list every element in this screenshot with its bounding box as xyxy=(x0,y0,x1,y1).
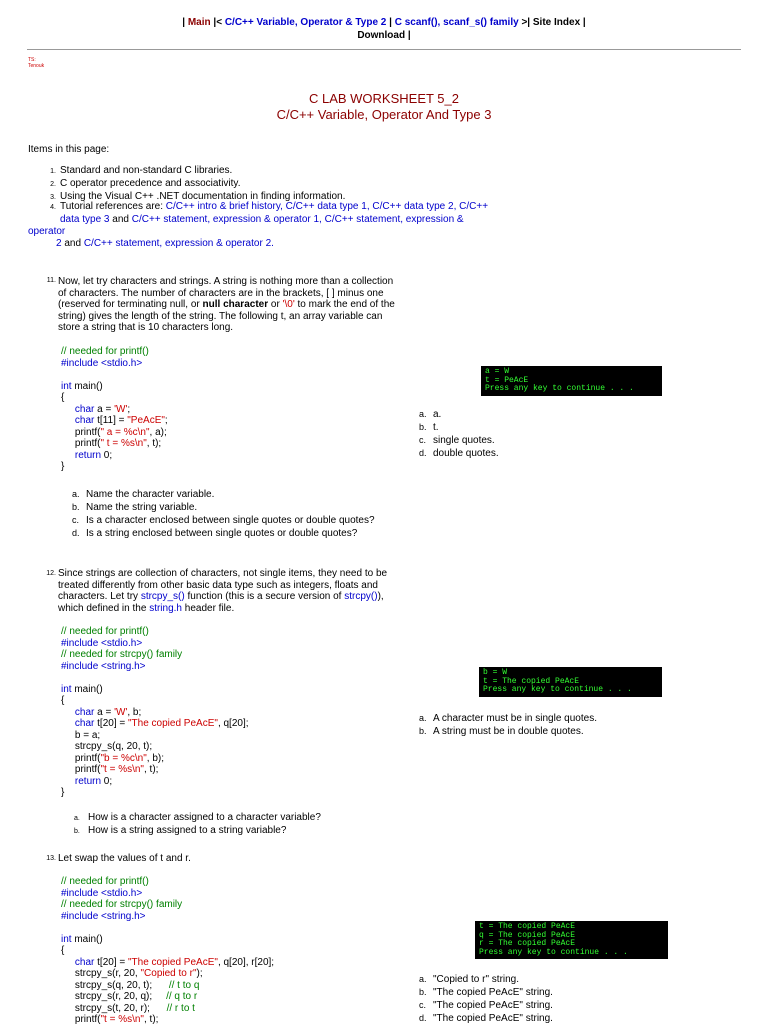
question-item xyxy=(72,501,375,514)
answer-letter: b. xyxy=(419,422,427,432)
answer-text: "The copied PeAcE" string. xyxy=(433,1000,553,1011)
list-text: Using the Visual C++ .NET documentation in finding information. xyxy=(60,191,346,202)
console-line: r = The copied PeAcE xyxy=(479,939,576,948)
code-text: strcpy_s(t, 20, r); xyxy=(74,1002,150,1014)
nav-separator: | xyxy=(407,30,411,41)
q11-text: Now, let try characters and strings. A string is nothing more than a collection of characters. The number of characters are in the brackets, [ ] minus one (reserved for terminating null, or xyxy=(58,276,394,310)
answer-text: "Copied to r" string. xyxy=(433,974,520,985)
code-string: 'W' xyxy=(114,706,128,718)
code-text: printf( xyxy=(74,438,101,449)
q11-text: to mark the end of the string) gives the length of the string. The following t, an array variable can store a string that is 10 characters long. xyxy=(58,299,395,333)
nav-prev-prefix: |< xyxy=(213,17,223,28)
console-line: q = The copied PeAcE xyxy=(479,930,576,940)
code-keyword: char xyxy=(74,706,95,718)
q11-questions xyxy=(72,488,375,540)
q11-null-char: '\0' xyxy=(282,299,295,310)
nav-separator: | xyxy=(182,17,186,28)
tutorial-references xyxy=(28,201,498,250)
code-text: { xyxy=(61,392,65,403)
console-line: t = The copied PeAcE xyxy=(479,922,576,931)
console-line: Press any key to continue . . . xyxy=(485,384,634,393)
answer-item xyxy=(419,434,499,447)
code-string: "b = %c\n" xyxy=(100,752,147,764)
code-keyword: return xyxy=(74,449,102,461)
code-include: #include <string.h> xyxy=(61,660,146,672)
q12-questions xyxy=(74,812,321,838)
code-text: b = a; xyxy=(74,729,101,741)
question-text: Is a character enclosed between single quotes or double quotes? xyxy=(86,515,375,526)
nav-next-link[interactable]: C scanf(), scanf_s() family xyxy=(394,17,519,28)
question-letter: a. xyxy=(72,489,80,499)
items-list xyxy=(28,165,508,204)
console-line: Press any key to continue . . . xyxy=(483,685,632,694)
nav-download-link[interactable]: Download xyxy=(357,30,406,41)
code-string: "t = %s\n" xyxy=(100,1014,144,1025)
code-text: { xyxy=(61,945,65,956)
ref-link-data-type-3-b[interactable]: data type 3 xyxy=(60,214,110,225)
question-letter: c. xyxy=(72,515,80,525)
answer-item xyxy=(419,725,597,738)
code-text: , t); xyxy=(143,1014,159,1025)
author-tag-line: Tenouk xyxy=(28,63,45,69)
question-letter: a. xyxy=(74,815,80,822)
list-text: C operator precedence and associativity. xyxy=(60,178,241,189)
top-navigation xyxy=(0,16,768,42)
answer-item xyxy=(419,999,553,1012)
answer-letter: b. xyxy=(419,987,427,997)
answer-text: "The copied PeAcE" string. xyxy=(433,987,553,998)
q12-answers xyxy=(419,712,597,738)
answer-letter: c. xyxy=(419,1000,427,1010)
code-keyword: return xyxy=(74,775,102,787)
strcpy-link[interactable]: strcpy() xyxy=(344,591,378,602)
question-text: How is a string assigned to a string variable? xyxy=(88,825,287,836)
code-text: , b); xyxy=(146,752,164,764)
question-letter: b. xyxy=(72,502,80,512)
code-text: printf( xyxy=(74,426,101,438)
code-text: strcpy_s(q, 20, t); xyxy=(74,741,153,752)
code-text: { xyxy=(61,695,65,706)
ref-link-statement-b[interactable]: 2 xyxy=(56,238,62,249)
code-comment: // q to r xyxy=(166,991,198,1002)
answer-letter: a. xyxy=(419,713,427,723)
answer-item xyxy=(419,447,499,460)
top-divider xyxy=(27,49,741,50)
list-number: 3. xyxy=(50,194,56,201)
code-text: 0; xyxy=(101,449,113,461)
answer-item xyxy=(419,408,499,421)
answer-text: double quotes. xyxy=(433,448,499,459)
code-include: #include <stdio.h> xyxy=(61,637,143,649)
answer-letter: c. xyxy=(419,435,427,445)
answer-text: A character must be in single quotes. xyxy=(433,713,597,724)
question-text: Is a string enclosed between single quotes or double quotes? xyxy=(86,528,358,539)
question-item xyxy=(74,812,321,825)
console-line: a = W xyxy=(485,367,510,376)
question-text: Name the string variable. xyxy=(86,502,198,513)
nav-next-suffix: >| xyxy=(521,17,531,28)
question-item xyxy=(74,825,321,838)
code-text: , b; xyxy=(127,706,142,718)
code-text: strcpy_s(r, 20, q); xyxy=(74,991,153,1002)
answer-text: t. xyxy=(433,422,439,433)
answer-item xyxy=(419,1012,553,1025)
q12-paragraph xyxy=(58,568,388,614)
answer-item xyxy=(419,986,553,999)
q11-answers xyxy=(419,408,499,460)
code-string: "PeAcE" xyxy=(127,415,165,426)
code-text: printf( xyxy=(74,764,101,775)
code-keyword: int xyxy=(61,380,72,392)
q11-code-block xyxy=(61,346,168,473)
author-tag xyxy=(28,57,44,69)
code-keyword: int xyxy=(61,933,72,945)
code-string: 'W' xyxy=(114,403,128,415)
console-line: t = The copied PeAcE xyxy=(483,676,580,686)
code-text: , q[20], r[20]; xyxy=(217,956,275,968)
items-heading: Items in this page: xyxy=(28,144,110,155)
code-comment: // needed for strcpy() family xyxy=(61,899,183,910)
code-text: strcpy_s(r, 20, xyxy=(74,968,141,979)
answer-item xyxy=(419,973,553,986)
question-number: 13. xyxy=(46,855,56,862)
code-comment: // r to t xyxy=(166,1002,195,1014)
code-text: t[11] = xyxy=(94,415,128,426)
question-number: 11. xyxy=(46,277,56,284)
console-line: Press any key to continue . . . xyxy=(479,947,628,957)
question-letter: d. xyxy=(72,528,80,538)
ref-link-data-type-1[interactable]: C/C++ data type 1, xyxy=(285,201,370,212)
question-text: Name the character variable. xyxy=(86,489,215,500)
answer-item xyxy=(419,421,499,434)
console-line: t = PeAcE xyxy=(485,375,529,385)
and-text: and xyxy=(112,214,129,225)
ref-link-statement-2[interactable]: C/C++ statement, expression & operator 2. xyxy=(83,238,274,249)
q12-text: function (this is a secure version of xyxy=(187,591,342,602)
code-text: main() xyxy=(71,933,103,945)
code-text: printf( xyxy=(74,1014,101,1025)
code-text: 0; xyxy=(101,775,113,787)
code-keyword: char xyxy=(74,403,95,415)
code-text: t[20] = xyxy=(94,718,128,729)
q12-text: ), which defined in the xyxy=(58,591,384,614)
q12-console-output xyxy=(479,667,662,697)
q13-answers xyxy=(419,973,553,1025)
list-item xyxy=(28,178,508,191)
code-keyword: char xyxy=(74,956,95,968)
code-text: } xyxy=(61,461,65,472)
answer-text: "The copied PeAcE" string. xyxy=(433,1013,553,1024)
nav-site-index-link[interactable]: Site Index xyxy=(532,17,581,28)
nav-prev-link[interactable]: C/C++ Variable, Operator & Type 2 xyxy=(224,17,387,28)
q11-bold-term: null character xyxy=(202,299,269,310)
ref-link-data-type-2[interactable]: C/C++ data type 2, xyxy=(372,201,457,212)
question-text: How is a character assigned to a character variable? xyxy=(88,812,321,823)
list-number: 1. xyxy=(50,168,56,175)
nav-separator: | xyxy=(389,17,392,28)
code-text: ; xyxy=(164,415,168,426)
string-h-link[interactable]: string.h xyxy=(149,602,182,614)
page-subtitle: C/C++ Variable, Operator And Type 3 xyxy=(276,107,492,122)
code-text: ); xyxy=(196,968,203,979)
references-prefix: Tutorial references are: xyxy=(60,201,164,212)
and-text: and xyxy=(64,238,82,249)
ref-link-statement-a[interactable]: C/C++ statement, expression & operator xyxy=(28,214,464,237)
answer-item xyxy=(419,712,597,725)
nav-separator: | xyxy=(582,17,586,28)
page-title: C LAB WORKSHEET 5_2 xyxy=(308,91,460,106)
code-text: , q[20]; xyxy=(217,718,249,729)
question-item xyxy=(72,488,375,501)
q11-text: or xyxy=(270,299,280,310)
code-text: , a); xyxy=(149,426,167,438)
answer-letter: a. xyxy=(419,409,427,419)
code-text: a = xyxy=(94,403,115,415)
code-string: "t = %s\n" xyxy=(100,764,144,775)
code-keyword: int xyxy=(61,683,72,695)
q12-text: Since strings are collection of characters, not single items, they need to be treated differently from other basic data type such as integers, floats and characters. Let try xyxy=(58,568,388,602)
answer-text: a. xyxy=(433,409,442,420)
code-text: main() xyxy=(71,380,103,392)
code-include: #include <string.h> xyxy=(61,910,146,922)
list-number: 2. xyxy=(50,181,56,188)
question-number: 12. xyxy=(46,570,56,577)
q12-code-block xyxy=(61,626,249,799)
nav-main-link[interactable]: Main xyxy=(187,17,211,28)
code-string: "The copied PeAcE" xyxy=(128,956,218,968)
code-text: printf( xyxy=(74,752,101,764)
q11-paragraph xyxy=(58,276,404,334)
code-text: main() xyxy=(71,683,103,695)
code-comment: // needed for printf() xyxy=(61,876,149,887)
code-string: "The copied PeAcE" xyxy=(128,718,218,729)
q13-paragraph: Let swap the values of t and r. xyxy=(58,853,191,864)
answer-letter: d. xyxy=(419,448,427,458)
code-comment: // needed for printf() xyxy=(61,626,149,637)
strcpy-s-link[interactable]: strcpy_s() xyxy=(140,591,185,602)
code-keyword: char xyxy=(74,718,95,729)
code-text: strcpy_s(q, 20, t); xyxy=(74,979,153,991)
code-include: #include <stdio.h> xyxy=(61,357,143,369)
code-keyword: char xyxy=(74,415,95,426)
question-letter: b. xyxy=(74,828,80,835)
code-string: " a = %c\n" xyxy=(100,426,150,438)
list-number: 4. xyxy=(50,204,56,211)
question-item xyxy=(72,514,375,527)
ref-link-intro[interactable]: C/C++ intro & brief history, xyxy=(165,201,283,212)
q13-code-block xyxy=(61,876,274,1026)
ref-link-data-type-3-a[interactable]: C/C++ xyxy=(459,201,489,212)
list-text: Standard and non-standard C libraries. xyxy=(60,165,233,176)
question-item xyxy=(72,527,375,540)
code-string: "Copied to r" xyxy=(140,968,197,979)
answer-letter: a. xyxy=(419,974,427,984)
code-text: , t); xyxy=(146,438,162,449)
answer-text: single quotes. xyxy=(433,435,495,446)
code-text: ; xyxy=(127,403,131,415)
author-tag-line: TS: xyxy=(28,57,36,63)
code-string: " t = %s\n" xyxy=(100,438,147,449)
code-comment: // t to q xyxy=(168,979,200,991)
code-text: t[20] = xyxy=(94,956,128,968)
answer-letter: b. xyxy=(419,726,427,736)
ref-link-statement-1[interactable]: C/C++ statement, expression & operator 1, xyxy=(131,214,322,225)
code-comment: // needed for strcpy() family xyxy=(61,649,183,660)
q12-text: header file. xyxy=(184,602,235,614)
list-item xyxy=(28,165,508,178)
console-line: b = W xyxy=(483,668,508,677)
code-text: } xyxy=(61,787,65,798)
q13-console-output xyxy=(475,921,668,959)
answer-text: A string must be in double quotes. xyxy=(433,726,584,737)
code-text: a = xyxy=(94,706,115,718)
q11-console-output xyxy=(481,366,662,396)
code-text: , t); xyxy=(143,764,159,775)
code-comment: // needed for printf() xyxy=(61,346,149,357)
code-include: #include <stdio.h> xyxy=(61,887,143,899)
answer-letter: d. xyxy=(419,1013,427,1023)
